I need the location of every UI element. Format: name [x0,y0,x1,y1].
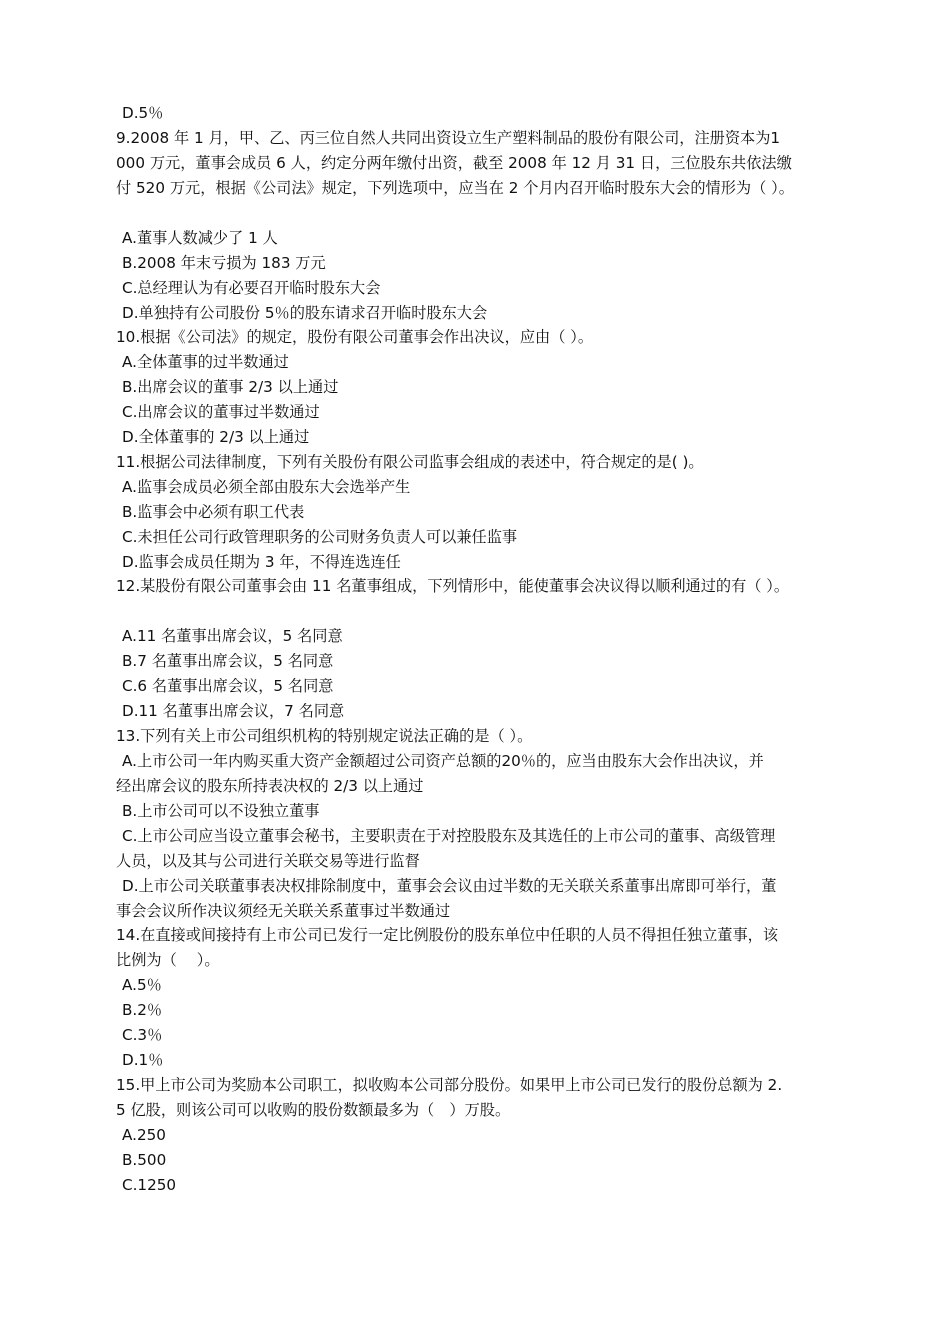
q15-option-c: C.1250 [122,1176,177,1194]
q9-stem-line-3: 付 520 万元，根据《公司法》规定，下列选项中，应当在 2 个月内召开临时股东大会的情形为（ ）。 [116,179,794,197]
q13-option-c-line-2: 人员，以及其与公司进行关联交易等进行监督 [116,852,420,870]
q9-option-b: B.2008 年末亏损为 183 万元 [122,254,326,272]
q14-stem-line-1: 14.在直接或间接持有上市公司已发行一定比例股份的股东单位中任职的人员不得担任独立董事，该 [116,926,779,944]
q9-stem-line-1: 9.2008 年 1 月，甲、乙、丙三位自然人共同出资设立生产塑料制品的股份有限公司，注册资本为1 [116,129,781,147]
q15-option-b: B.500 [122,1151,167,1169]
q14-option-a: A.5％ [122,976,162,994]
q15-stem-line-2: 5 亿股，则该公司可以收购的股份数额最多为（ ）万股。 [116,1101,511,1119]
q11-option-c: C.未担任公司行政管理职务的公司财务负责人可以兼任监事 [122,528,518,546]
q12-option-d: D.11 名董事出席会议，7 名同意 [122,702,345,720]
q14-option-b: B.2％ [122,1001,163,1019]
q9-option-d: D.单独持有公司股份 5％的股东请求召开临时股东大会 [122,304,488,322]
q15-stem-line-1: 15.甲上市公司为奖励本公司职工，拟收购本公司部分股份。如果甲上市公司已发行的股份总额为 2. [116,1076,783,1094]
q14-option-d: D.1％ [122,1051,164,1069]
q12-option-a: A.11 名董事出席会议，5 名同意 [122,627,343,645]
q12-option-c: C.6 名董事出席会议，5 名同意 [122,677,334,695]
q10-option-d: D.全体董事的 2/3 以上通过 [122,428,310,446]
q13-option-a-line-2: 经出席会议的股东所持表决权的 2/3 以上通过 [116,777,424,795]
q12-option-b: B.7 名董事出席会议，5 名同意 [122,652,334,670]
q14-stem-line-2: 比例为（ ）。 [116,951,220,969]
q13-option-d-line-2: 事会会议所作决议须经无关联关系董事过半数通过 [116,902,451,920]
q14-option-c: C.3％ [122,1026,163,1044]
q11-option-d: D.监事会成员任期为 3 年，不得连选连任 [122,553,401,571]
q13-stem: 13.下列有关上市公司组织机构的特别规定说法正确的是（ ）。 [116,727,533,745]
q9-option-c: C.总经理认为有必要召开临时股东大会 [122,279,381,297]
q10-option-c: C.出席会议的董事过半数通过 [122,403,320,421]
q8-option-d: D.5％ [122,104,164,122]
q9-option-a: A.董事人数减少了 1 人 [122,229,278,247]
q9-stem-line-2: 000 万元，董事会成员 6 人，约定分两年缴付出资，截至 2008 年 12 月 31 日，三位股东共依法缴 [116,154,792,172]
q13-option-c-line-1: C.上市公司应当设立董事会秘书，主要职责在于对控股股东及其选任的上市公司的董事、高级管理 [122,827,776,845]
q10-option-a: A.全体董事的过半数通过 [122,353,289,371]
q11-option-a: A.监事会成员必须全部由股东大会选举产生 [122,478,411,496]
q13-option-d-line-1: D.上市公司关联董事表决权排除制度中，董事会会议由过半数的无关联关系董事出席即可举行，董 [122,877,777,895]
q15-option-a: A.250 [122,1126,166,1144]
q13-option-b: B.上市公司可以不设独立董事 [122,802,320,820]
q13-option-a-line-1: A.上市公司一年内购买重大资产金额超过公司资产总额的20％的，应当由股东大会作出决议，并 [122,752,764,770]
q10-stem: 10.根据《公司法》的规定，股份有限公司董事会作出决议，应由（ ）。 [116,328,594,346]
q12-stem: 12.某股份有限公司董事会由 11 名董事组成，下列情形中，能使董事会决议得以顺利通过的有（ ）。 [116,577,790,595]
q10-option-b: B.出席会议的董事 2/3 以上通过 [122,378,339,396]
q11-option-b: B.监事会中必须有职工代表 [122,503,305,521]
q11-stem: 11.根据公司法律制度，下列有关股份有限公司监事会组成的表述中，符合规定的是( )。 [116,453,704,471]
